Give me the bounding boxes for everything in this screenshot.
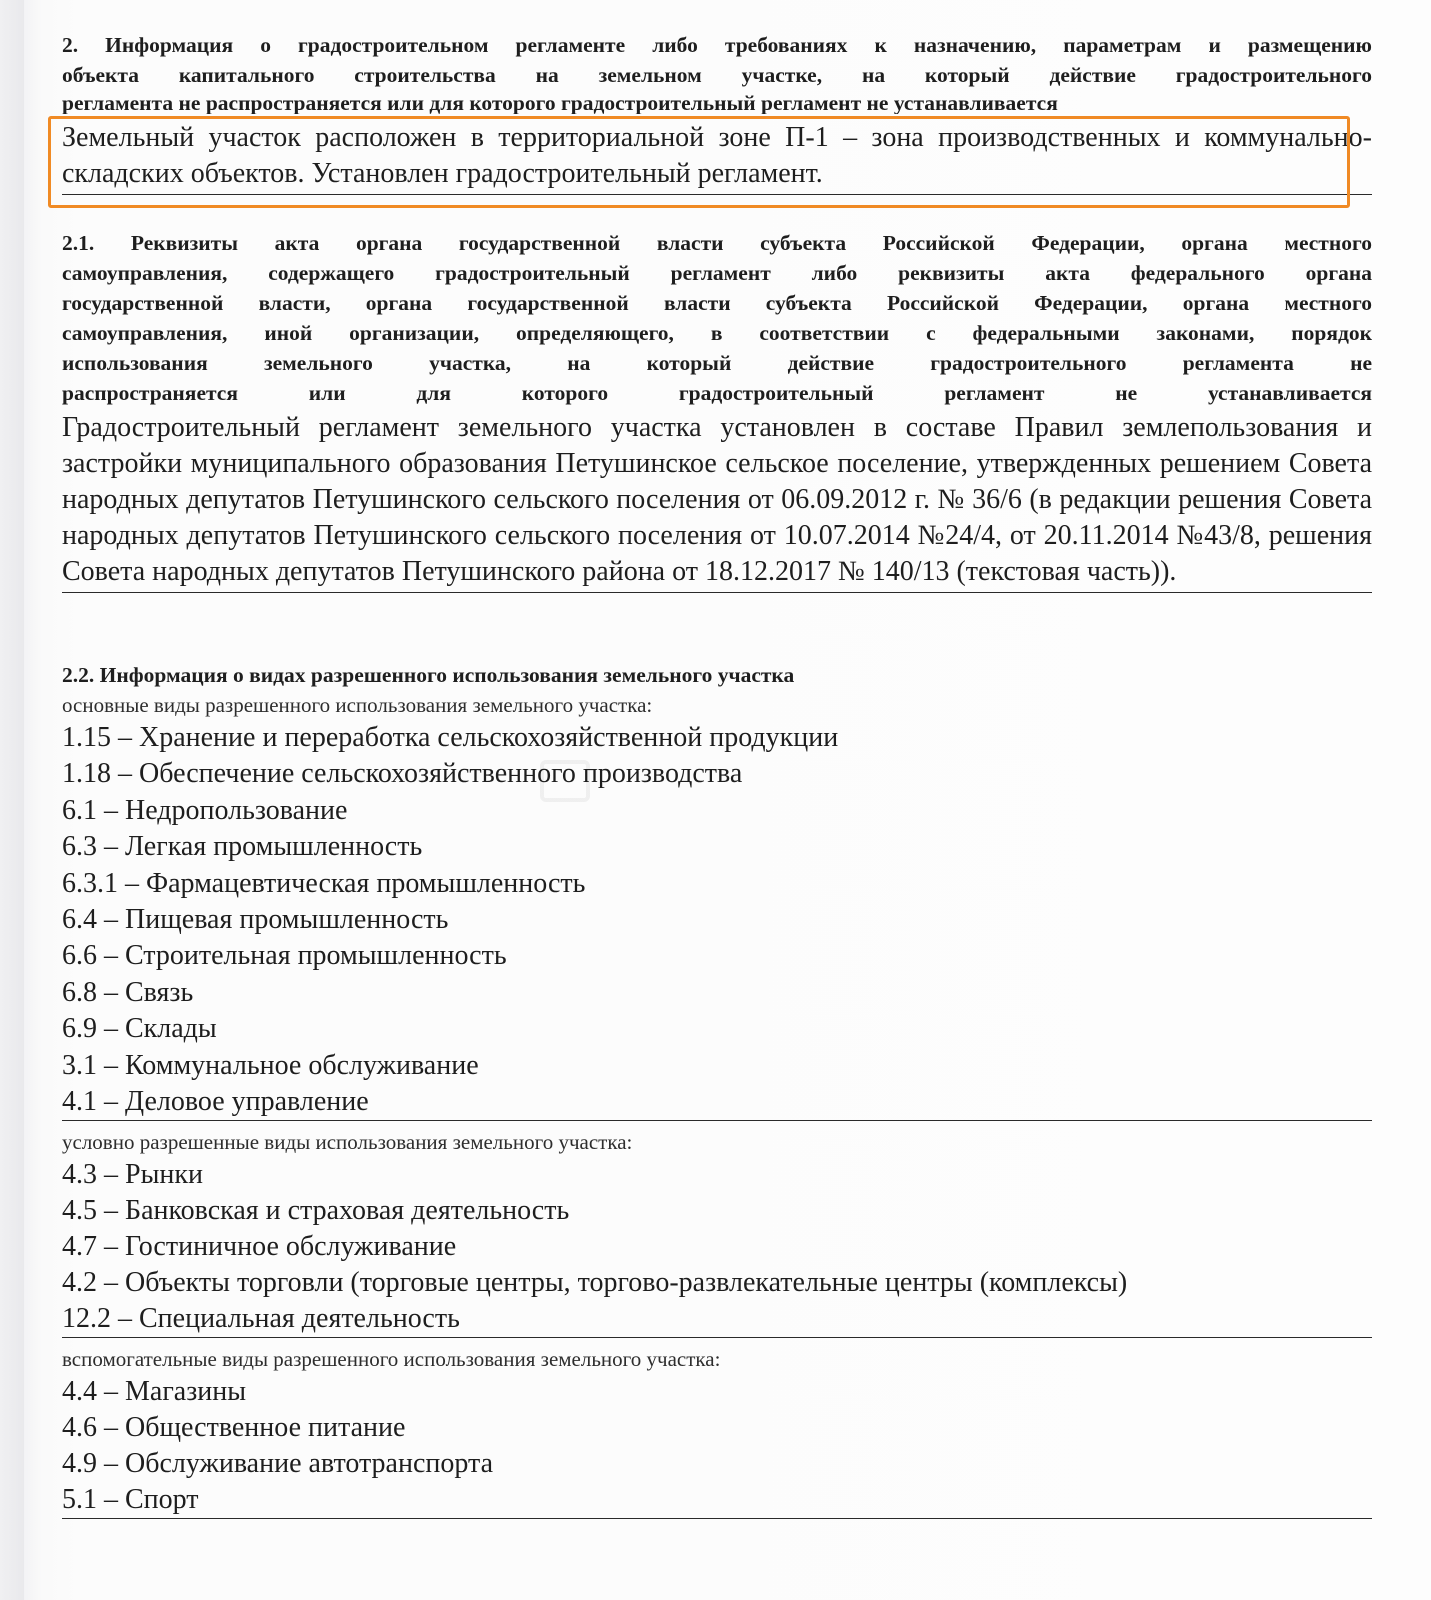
section-2-1-heading-line: распространяется или для которого градостроительный регламент не устанавливается [62, 381, 1372, 405]
list-item: 6.3 – Легкая промышленность [62, 831, 423, 863]
main-uses-group [62, 720, 1372, 1121]
scan-edge [0, 0, 24, 1600]
list-item: 1.18 – Обеспечение сельскохозяйственного производства [62, 758, 743, 790]
auxiliary-uses-label: вспомогательные виды разрешенного использования земельного участка: [62, 1347, 721, 1372]
list-item: 4.5 – Банковская и страховая деятельность [62, 1195, 570, 1227]
highlight-box [48, 116, 1350, 208]
section-2-body: Земельный участок расположен в территориальной зоне П-1 – зона производственных и коммунально-складских объектов. Установлен градостроительный регламент. [62, 122, 1372, 189]
section-2-2 [62, 660, 1372, 1525]
list-item: 4.1 – Деловое управление [62, 1086, 369, 1118]
list-item: 6.9 – Склады [62, 1013, 217, 1045]
section-2-1 [62, 228, 1372, 593]
list-item: 1.15 – Хранение и переработка сельскохозяйственной продукции [62, 722, 839, 753]
list-item: 4.9 – Обслуживание автотранспорта [62, 1448, 493, 1480]
list-item: 6.3.1 – Фармацевтическая промышленность [62, 867, 586, 899]
list-item: 6.8 – Связь [62, 976, 194, 1008]
section-2-2-heading: 2.2. Информация о видах разрешенного использования земельного участка [62, 663, 795, 687]
list-item: 4.4 – Магазины [62, 1376, 247, 1408]
conditional-uses-list [62, 1157, 1372, 1337]
conditional-uses-group [62, 1157, 1372, 1338]
section-2-1-body: Градостроительный регламент земельного участка установлен в составе Правил землепользования и застройки муниципального образования Петушинское сельское поселение, утвержденных решением Совета народных депутатов Петушинского сельского поселения от 06.09.2012 г. № 36/6 (в редакции решения Совета народных депутатов Петушинского сельского поселения от 10.07.2014 №24/4, от 20.11.2014 №43/8, решения Совета народных депутатов Петушинского района от 18.12.2017 № 140/13 (текстовая часть)). [62, 412, 1372, 587]
list-item: 3.1 – Коммунальное обслуживание [62, 1049, 479, 1081]
list-item: 12.2 – Специальная деятельность [62, 1303, 460, 1335]
section-2-heading-line: 2. Информация о градостроительном регламенте либо требованиях к назначению, параметрам и размещению [62, 33, 1372, 57]
section-2-1-heading-line: государственной власти, органа государственной власти субъекта Российской Федерации, органа местного [62, 291, 1372, 315]
conditional-uses-label: условно разрешенные виды использования земельного участка: [62, 1130, 633, 1155]
section-2-heading-line: регламента не распространяется или для которого градостроительный регламент не устанавливается [62, 91, 1058, 114]
section-2-heading-line: объекта капитального строительства на земельном участке, на который действие градостроительного [62, 63, 1372, 87]
section-2-1-heading-line: самоуправления, содержащего градостроительный регламент либо реквизиты акта федерального органа [62, 261, 1372, 285]
main-uses-label: основные виды разрешенного использования земельного участка: [62, 693, 653, 717]
section-2-1-heading-line: 2.1. Реквизиты акта органа государственной власти субъекта Российской Федерации, органа местного [62, 231, 1372, 255]
list-item: 6.4 – Пищевая промышленность [62, 904, 449, 936]
auxiliary-uses-group [62, 1374, 1372, 1519]
list-item: 6.6 – Строительная промышленность [62, 940, 507, 972]
list-item: 4.6 – Общественное питание [62, 1412, 406, 1444]
section-2-1-body-block [62, 410, 1372, 593]
auxiliary-uses-list [62, 1374, 1372, 1518]
main-uses-list [62, 720, 1372, 1120]
section-2-1-heading-line: самоуправления, иной организации, определяющего, в соответствии с федеральными законами, порядок [62, 321, 1372, 345]
section-2-1-heading-line: использования земельного участка, на который действие градостроительного регламента не [62, 351, 1372, 375]
list-item: 4.7 – Гостиничное обслуживание [62, 1231, 457, 1263]
list-item: 4.3 – Рынки [62, 1159, 203, 1191]
list-item: 4.2 – Объекты торговли (торговые центры, торгово-развлекательные центры (комплексы) [62, 1267, 1128, 1299]
list-item: 6.1 – Недропользование [62, 794, 348, 826]
list-item: 5.1 – Спорт [62, 1484, 199, 1516]
